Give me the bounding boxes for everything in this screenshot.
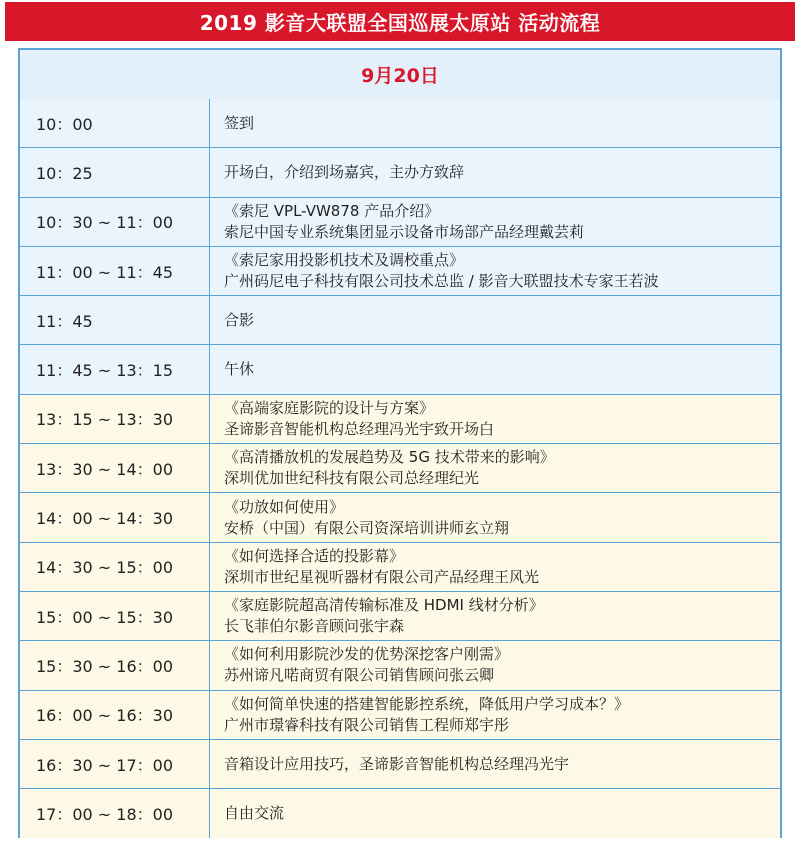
- session-speaker: 长飞菲伯尔影音顾问张宇森: [224, 617, 405, 636]
- session-title: 音箱设计应用技巧，圣谛影音智能机构总经理冯光宇: [224, 754, 570, 773]
- time-cell: 16：30 ~ 17：00: [20, 740, 210, 788]
- time-cell: 11：00 ~ 11：45: [20, 247, 210, 295]
- session-title: 合影: [224, 310, 255, 329]
- content-cell: [210, 740, 780, 788]
- time-cell: 13：30 ~ 14：00: [20, 444, 210, 492]
- session-title: 开场白，介绍到场嘉宾，主办方致辞: [224, 162, 465, 181]
- table-row: [20, 444, 780, 493]
- table-row: [20, 740, 780, 789]
- content-cell: [210, 345, 780, 393]
- content-cell: [210, 641, 780, 689]
- table-row: [20, 345, 780, 394]
- content-cell: [210, 148, 780, 196]
- table-row: [20, 641, 780, 690]
- session-title: 《高清播放机的发展趋势及 5G 技术带来的影响》: [224, 448, 555, 467]
- schedule-rows: [20, 99, 780, 838]
- content-cell: [210, 493, 780, 541]
- content-cell: [210, 444, 780, 492]
- time-cell: 14：00 ~ 14：30: [20, 493, 210, 541]
- session-title: 午休: [224, 360, 255, 379]
- table-row: [20, 592, 780, 641]
- content-cell: [210, 99, 780, 147]
- session-speaker: 圣谛影音智能机构总经理冯光宇致开场白: [224, 419, 495, 438]
- table-row: [20, 543, 780, 592]
- table-row: [20, 789, 780, 838]
- time-cell: 13：15 ~ 13：30: [20, 395, 210, 443]
- content-cell: [210, 198, 780, 246]
- time-cell: 15：00 ~ 15：30: [20, 592, 210, 640]
- table-row: [20, 99, 780, 148]
- session-title: 《功放如何使用》: [224, 497, 345, 516]
- session-title: 自由交流: [224, 804, 285, 823]
- content-cell: [210, 592, 780, 640]
- session-title: 《高端家庭影院的设计与方案》: [224, 398, 435, 417]
- session-speaker: 索尼中国专业系统集团显示设备市场部产品经理戴芸莉: [224, 222, 585, 241]
- table-row: [20, 493, 780, 542]
- session-title: 《家庭影院超高清传输标准及 HDMI 线材分析》: [224, 596, 544, 615]
- time-cell: 10：25: [20, 148, 210, 196]
- content-cell: [210, 395, 780, 443]
- session-speaker: 广州市璟睿科技有限公司销售工程师郑宇彤: [224, 715, 510, 734]
- table-row: [20, 247, 780, 296]
- table-row: [20, 395, 780, 444]
- date-header: 9月20日: [20, 50, 780, 100]
- content-cell: [210, 296, 780, 344]
- time-cell: 17：00 ~ 18：00: [20, 789, 210, 838]
- time-cell: 10：30 ~ 11：00: [20, 198, 210, 246]
- session-speaker: 深圳优加世纪科技有限公司总经理纪光: [224, 469, 480, 488]
- time-cell: 11：45: [20, 296, 210, 344]
- content-cell: [210, 789, 780, 838]
- time-cell: 15：30 ~ 16：00: [20, 641, 210, 689]
- session-title: 《如何简单快速的搭建智能影控系统，降低用户学习成本？》: [224, 694, 630, 713]
- session-speaker: 深圳市世纪星视听器材有限公司产品经理王风光: [224, 567, 540, 586]
- content-cell: [210, 543, 780, 591]
- table-row: [20, 296, 780, 345]
- session-speaker: 广州码尼电子科技有限公司技术总监 / 影音大联盟技术专家王若波: [224, 272, 659, 291]
- session-title: 签到: [224, 113, 255, 132]
- table-row: [20, 691, 780, 740]
- session-title: 《索尼 VPL-VW878 产品介绍》: [224, 201, 440, 220]
- content-cell: [210, 247, 780, 295]
- table-row: [20, 148, 780, 197]
- time-cell: 10：00: [20, 99, 210, 147]
- session-title: 《如何利用影院沙发的优势深挖客户刚需》: [224, 645, 510, 664]
- time-cell: 16：00 ~ 16：30: [20, 691, 210, 739]
- time-cell: 14：30 ~ 15：00: [20, 543, 210, 591]
- session-speaker: 苏州谛凡喏商贸有限公司销售顾问张云卿: [224, 666, 495, 685]
- table-row: [20, 198, 780, 247]
- session-speaker: 安桥（中国）有限公司资深培训讲师玄立翔: [224, 518, 510, 537]
- schedule-table: [18, 48, 782, 838]
- content-cell: [210, 691, 780, 739]
- page-title: 2019 影音大联盟全国巡展太原站 活动流程: [5, 2, 795, 41]
- session-title: 《索尼家用投影机技术及调校重点》: [224, 251, 465, 270]
- session-title: 《如何选择合适的投影幕》: [224, 546, 405, 565]
- time-cell: 11：45 ~ 13：15: [20, 345, 210, 393]
